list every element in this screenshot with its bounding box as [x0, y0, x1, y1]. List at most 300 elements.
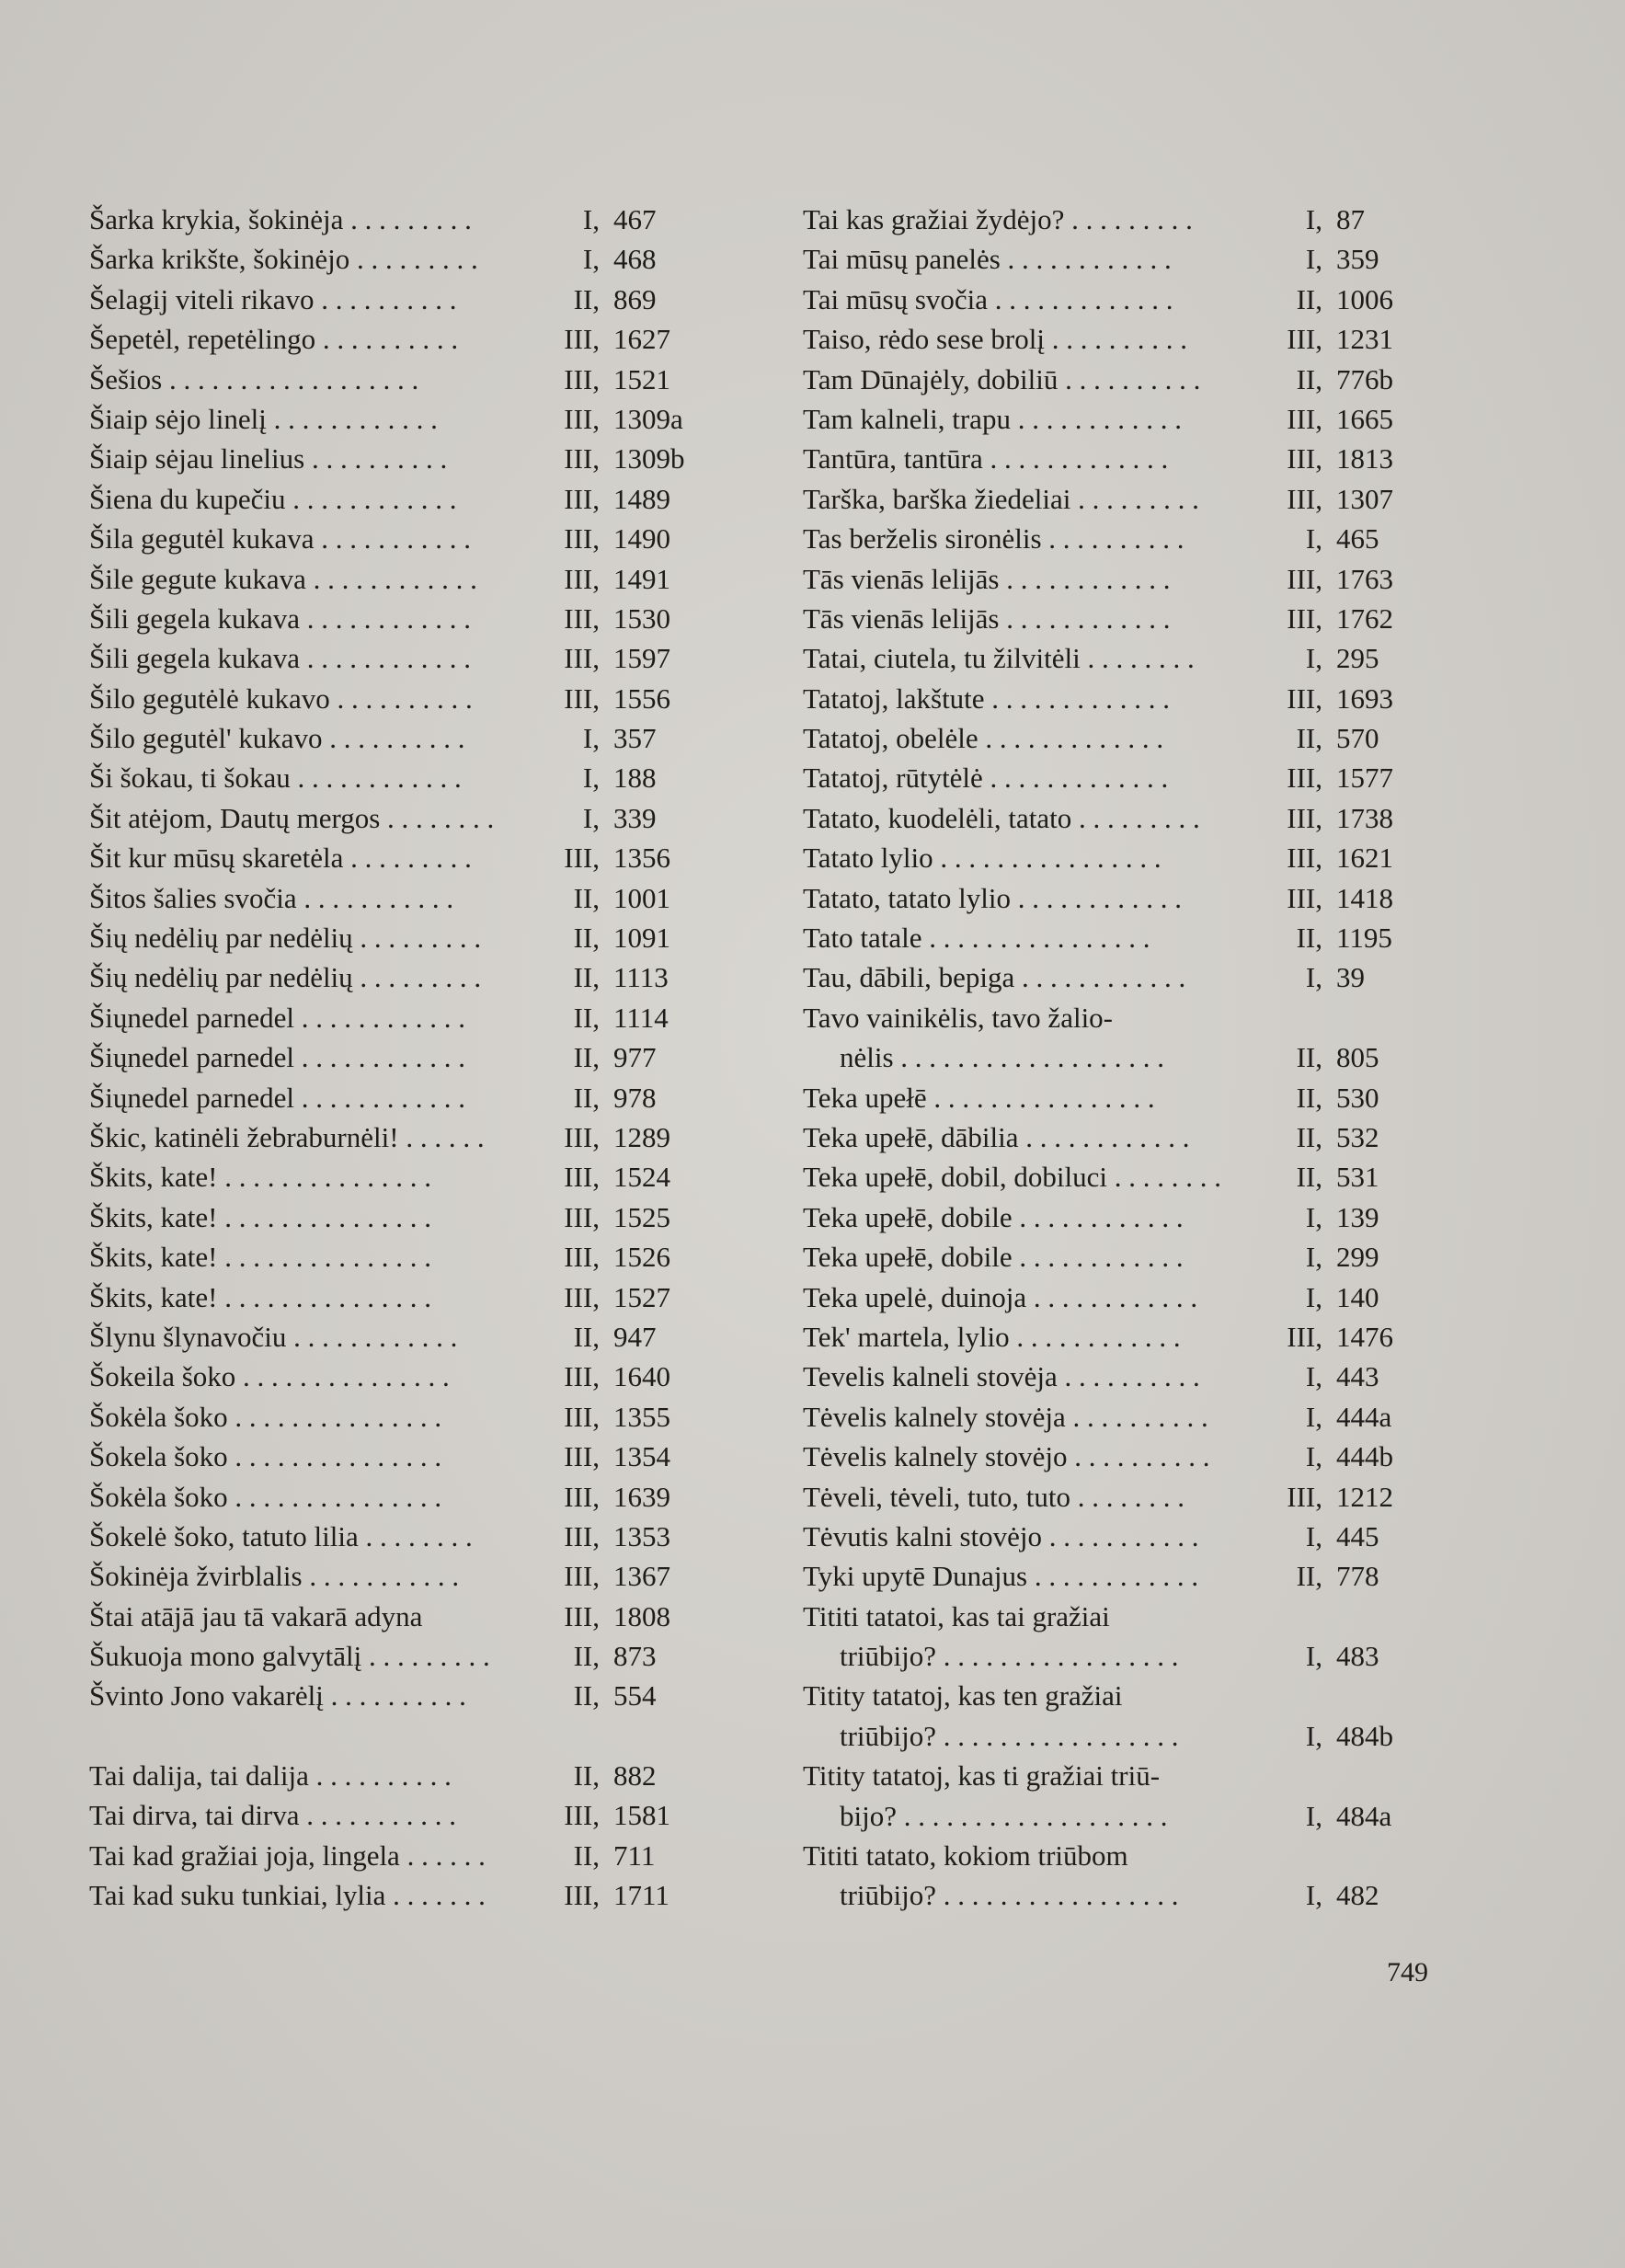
entry-number: 188	[613, 762, 657, 795]
entry-title: Švinto Jono vakarėlį . . . . . . . . . .	[89, 1679, 466, 1712]
entry-volume: III,	[1287, 801, 1322, 834]
entry-volume: III,	[564, 682, 600, 715]
entry-number: 1639	[613, 1480, 670, 1513]
entry-title: Tėvelis kalnely stovėjo . . . . . . . . . .	[803, 1440, 1210, 1473]
entry-title: Šiųnedel parnedel . . . . . . . . . . . .	[89, 1041, 465, 1074]
entry-volume: III,	[1287, 762, 1322, 795]
entry-title: Šilo gegutėl' kukavo . . . . . . . . . .	[89, 722, 465, 755]
entry-volume: II,	[573, 1640, 600, 1673]
index-entry	[803, 638, 1444, 678]
entry-number: 1231	[1336, 323, 1393, 356]
entry-number: 359	[1336, 243, 1379, 276]
entry-volume: III,	[1287, 881, 1322, 914]
entry-title: triūbijo? . . . . . . . . . . . . . . . . .	[840, 1640, 1179, 1673]
entry-number: 1490	[613, 522, 670, 556]
entry-number: 1556	[613, 682, 670, 715]
entry-number: 1491	[613, 562, 670, 595]
entry-volume: I,	[1305, 1241, 1322, 1274]
entry-volume: III,	[564, 442, 600, 475]
entry-title: Šarka krykia, šokinėja . . . . . . . . .	[89, 203, 472, 235]
entry-number: 869	[613, 282, 657, 315]
entry-volume: II,	[1296, 1120, 1322, 1153]
index-entry	[89, 1636, 719, 1676]
entry-volume: I,	[582, 801, 600, 834]
entry-title: Šešios . . . . . . . . . . . . . . . . . .	[89, 362, 419, 395]
entry-title: Štai atājā jau tā vakarā adyna	[89, 1599, 423, 1632]
entry-number: 1763	[1336, 562, 1393, 595]
entry-number: 445	[1336, 1519, 1379, 1552]
index-entry	[803, 1277, 1444, 1317]
entry-number: 1640	[613, 1360, 670, 1393]
entry-number: 805	[1336, 1041, 1379, 1074]
entry-title: Tās vienās lelijās . . . . . . . . . . . .	[803, 562, 1171, 595]
entry-number: 1597	[613, 642, 670, 675]
entry-volume: I,	[1305, 1400, 1322, 1433]
entry-volume: III,	[1287, 323, 1322, 356]
entry-title: Taiso, rėdo sese brolį . . . . . . . . . .	[803, 323, 1187, 356]
index-entry	[89, 1795, 719, 1835]
index-entry	[803, 239, 1444, 279]
entry-volume: II,	[573, 1041, 600, 1074]
entry-title: Šila gegutėl kukava . . . . . . . . . . .	[89, 522, 471, 556]
index-entry	[803, 1037, 1444, 1077]
entry-title: Teka upełē . . . . . . . . . . . . . . . .	[803, 1081, 1155, 1114]
index-entry	[803, 1317, 1444, 1357]
entry-number: 1353	[613, 1519, 670, 1552]
entry-title: Tyki upytē Dunajus . . . . . . . . . . . .	[803, 1560, 1199, 1593]
entry-title: Šile gegute kukava . . . . . . . . . . . .	[89, 562, 477, 595]
index-entry	[89, 559, 719, 599]
entry-title: Tevelis kalneli stovėja . . . . . . . . . .	[803, 1360, 1200, 1393]
index-entry	[803, 798, 1444, 838]
entry-number: 1309a	[613, 402, 683, 435]
entry-number: 1307	[1336, 482, 1393, 515]
entry-number: 1289	[613, 1120, 670, 1153]
entry-number: 467	[613, 203, 657, 235]
entry-number: 299	[1336, 1241, 1379, 1274]
entry-volume: III,	[564, 562, 600, 595]
entry-volume: I,	[582, 203, 600, 235]
entry-number: 1762	[1336, 601, 1393, 635]
entry-number: 1355	[613, 1400, 670, 1433]
index-entry	[803, 1597, 1444, 1636]
entry-title: Teka upełē, dobile . . . . . . . . . . . .	[803, 1241, 1184, 1274]
index-entry	[89, 1117, 719, 1157]
entry-title: Tek' martela, lylio . . . . . . . . . . . .	[803, 1320, 1181, 1353]
entry-number: 1356	[613, 842, 670, 875]
index-entry	[89, 957, 719, 997]
entry-volume: III,	[564, 1161, 600, 1194]
index-entry	[803, 479, 1444, 519]
index-entry	[803, 838, 1444, 877]
entry-title: Škits, kate! . . . . . . . . . . . . . . .	[89, 1280, 431, 1313]
entry-title: Šių nedėlių par nedėlių . . . . . . . . .	[89, 922, 482, 955]
index-entry	[89, 319, 719, 359]
entry-title: Tato tatale . . . . . . . . . . . . . . . .	[803, 922, 1150, 955]
entry-number: 1212	[1336, 1480, 1393, 1513]
entry-number: 444b	[1336, 1440, 1393, 1473]
entry-volume: I,	[582, 762, 600, 795]
index-entry	[803, 519, 1444, 558]
entry-volume: III,	[564, 323, 600, 356]
entry-title: Teka upełē, dobil, dobiluci . . . . . . . .	[803, 1161, 1221, 1194]
entry-number: 1577	[1336, 762, 1393, 795]
index-entry	[89, 1277, 719, 1317]
entry-volume: I,	[1305, 243, 1322, 276]
entry-volume: II,	[1296, 1081, 1322, 1114]
entry-title: Tarška, barška žiedeliai . . . . . . . . .	[803, 482, 1199, 515]
entry-volume: II,	[573, 1081, 600, 1114]
index-entry	[803, 1117, 1444, 1157]
entry-number: 1476	[1336, 1320, 1393, 1353]
entry-number: 530	[1336, 1081, 1379, 1114]
entry-number: 1091	[613, 922, 670, 955]
entry-volume: I,	[1305, 961, 1322, 994]
entry-number: 570	[1336, 722, 1379, 755]
entry-number: 531	[1336, 1161, 1379, 1194]
index-entry	[89, 239, 719, 279]
entry-volume: III,	[564, 1599, 600, 1632]
entry-number: 140	[1336, 1280, 1379, 1313]
index-entry	[89, 1157, 719, 1197]
index-entry	[89, 439, 719, 478]
index-entry	[803, 878, 1444, 918]
entry-volume: III,	[564, 1280, 600, 1313]
entry-title: Šit kur mūsų skaretėla . . . . . . . . .	[89, 842, 472, 875]
entry-number: 1581	[613, 1799, 670, 1832]
entry-title: Teka upelė, duinoja . . . . . . . . . . . .	[803, 1280, 1198, 1313]
entry-volume: III,	[564, 1480, 600, 1513]
entry-title: Teka upełē, dobile . . . . . . . . . . . .	[803, 1200, 1184, 1233]
entry-title: Škits, kate! . . . . . . . . . . . . . . .	[89, 1161, 431, 1194]
entry-number: 443	[1336, 1360, 1379, 1393]
entry-number: 1527	[613, 1280, 670, 1313]
entry-volume: I,	[1305, 1280, 1322, 1313]
entry-volume: II,	[1296, 1560, 1322, 1593]
entry-number: 139	[1336, 1200, 1379, 1233]
entry-number: 465	[1336, 522, 1379, 556]
index-entry	[89, 1756, 719, 1795]
entry-volume: III,	[564, 1200, 600, 1233]
entry-title: Tėveli, tėveli, tuto, tuto . . . . . . . .	[803, 1480, 1184, 1513]
index-entry	[803, 1517, 1444, 1556]
entry-number: 1813	[1336, 442, 1393, 475]
entry-number: 1693	[1336, 682, 1393, 715]
entry-volume: III,	[1287, 1320, 1322, 1353]
entry-volume: III,	[1287, 842, 1322, 875]
entry-number: 1001	[613, 881, 670, 914]
index-entry	[803, 399, 1444, 439]
entry-number: 1114	[613, 1001, 669, 1034]
entry-title: Šių nedėlių par nedėlių . . . . . . . . .	[89, 961, 482, 994]
entry-volume: II,	[1296, 1041, 1322, 1074]
entry-title: Tai dirva, tai dirva . . . . . . . . . . .	[89, 1799, 457, 1832]
entry-number: 882	[613, 1758, 657, 1792]
entry-title: Škits, kate! . . . . . . . . . . . . . . .	[89, 1241, 431, 1274]
entry-title: Šitos šalies svočia . . . . . . . . . . .	[89, 881, 454, 914]
entry-volume: I,	[1305, 1799, 1322, 1832]
entry-volume: III,	[564, 1560, 600, 1593]
entry-number: 1530	[613, 601, 670, 635]
entry-volume: III,	[564, 601, 600, 635]
entry-number: 482	[1336, 1879, 1379, 1912]
index-entry	[89, 360, 719, 399]
entry-title: Šepetėl, repetėlingo . . . . . . . . . .	[89, 323, 459, 356]
entry-number: 468	[613, 243, 657, 276]
entry-title: Tai kas gražiai žydėjo? . . . . . . . . .	[803, 203, 1193, 235]
entry-volume: II,	[573, 282, 600, 315]
entry-title: Tās vienās lelijās . . . . . . . . . . . .	[803, 601, 1171, 635]
entry-volume: I,	[1305, 1519, 1322, 1552]
entry-number: 1367	[613, 1560, 670, 1593]
index-entry	[803, 1237, 1444, 1277]
entry-volume: III,	[564, 522, 600, 556]
entry-title: Tatatoj, rūtytėlė . . . . . . . . . . . . .	[803, 762, 1169, 795]
entry-title: Šiena du kupečiu . . . . . . . . . . . .	[89, 482, 457, 515]
entry-title: Tai mūsų svočia . . . . . . . . . . . . .	[803, 282, 1173, 315]
entry-volume: II,	[1296, 282, 1322, 315]
index-entry	[803, 1397, 1444, 1437]
entry-number: 87	[1336, 203, 1365, 235]
entry-volume: II,	[573, 961, 600, 994]
entry-volume: I,	[1305, 522, 1322, 556]
entry-number: 711	[613, 1838, 656, 1872]
entry-title: Tėvelis kalnely stovėja . . . . . . . . . .	[803, 1400, 1208, 1433]
entry-volume: III,	[564, 1799, 600, 1832]
index-entry	[89, 798, 719, 838]
entry-title: Titity tatatoj, kas ti gražiai triū-	[803, 1759, 1161, 1793]
entry-title: Šlynu šlynavočiu . . . . . . . . . . . .	[89, 1320, 458, 1353]
entry-title: Šokela šoko . . . . . . . . . . . . . . .	[89, 1440, 442, 1473]
entry-number: 1521	[613, 362, 670, 395]
index-entry	[89, 1317, 719, 1357]
entry-volume: III,	[564, 482, 600, 515]
entry-volume: III,	[564, 842, 600, 875]
index-entry	[89, 1477, 719, 1517]
index-entry	[803, 1756, 1444, 1795]
entry-volume: III,	[1287, 562, 1322, 595]
entry-title: Tai kad suku tunkiai, lylia . . . . . . .	[89, 1879, 486, 1912]
entry-volume: I,	[1305, 203, 1322, 235]
entry-number: 1665	[1336, 402, 1393, 435]
entry-number: 1621	[1336, 842, 1393, 875]
entry-title: Šukuoja mono galvytālį . . . . . . . . .	[89, 1640, 490, 1673]
entry-number: 357	[613, 722, 657, 755]
index-entry	[803, 758, 1444, 797]
entry-number: 1489	[613, 482, 670, 515]
entry-volume: III,	[564, 642, 600, 675]
entry-title: triūbijo? . . . . . . . . . . . . . . . . .	[840, 1719, 1179, 1752]
index-entry	[89, 1357, 719, 1396]
entry-title: Šokinėja žvirblalis . . . . . . . . . . .	[89, 1560, 460, 1593]
index-entry	[89, 1197, 719, 1237]
entry-volume: I,	[582, 722, 600, 755]
entry-volume: III,	[1287, 601, 1322, 635]
index-entry	[89, 479, 719, 519]
entry-title: Škic, katinėli žebraburnėli! . . . . . .	[89, 1120, 485, 1153]
index-entry	[89, 1237, 719, 1277]
entry-volume: II,	[573, 922, 600, 955]
index-entry	[89, 679, 719, 718]
index-entry	[89, 918, 719, 957]
index-column-left	[89, 200, 719, 1915]
index-entry	[803, 1556, 1444, 1596]
entry-volume: III,	[564, 1120, 600, 1153]
entry-title: Tititi tatato, kokiom triūbom	[803, 1839, 1128, 1873]
index-entry	[89, 200, 719, 239]
index-entry	[803, 1716, 1444, 1756]
entry-volume: II,	[573, 1679, 600, 1712]
entry-volume: II,	[1296, 922, 1322, 955]
entry-title: Tatato, kuodelėli, tatato . . . . . . . . .	[803, 801, 1200, 834]
entry-title: Tėvutis kalni stovėjo . . . . . . . . . . .	[803, 1519, 1199, 1552]
entry-number: 554	[613, 1679, 657, 1712]
entry-volume: III,	[1287, 442, 1322, 475]
index-entry	[803, 559, 1444, 599]
index-entry	[89, 1556, 719, 1596]
entry-title: Ši šokau, ti šokau . . . . . . . . . . . .	[89, 762, 462, 795]
index-entry	[89, 519, 719, 558]
index-entry	[89, 399, 719, 439]
index-entry	[803, 1636, 1444, 1676]
entry-title: Tatato lylio . . . . . . . . . . . . . . . .	[803, 842, 1162, 875]
index-entry	[803, 1197, 1444, 1237]
entry-volume: III,	[564, 1241, 600, 1274]
index-entry	[89, 1597, 719, 1636]
index-entry	[89, 280, 719, 319]
entry-title: Tatato, tatato lylio . . . . . . . . . . . .	[803, 881, 1182, 914]
entry-volume: I,	[582, 243, 600, 276]
index-entry	[803, 1477, 1444, 1517]
entry-number: 532	[1336, 1120, 1379, 1153]
entry-title: Tas berželis sironėlis . . . . . . . . . .	[803, 522, 1184, 556]
entry-volume: III,	[564, 1879, 600, 1912]
entry-number: 1526	[613, 1241, 670, 1274]
index-entry	[89, 838, 719, 877]
entry-title: Tititi tatatoi, kas tai gražiai	[803, 1599, 1110, 1632]
index-entry	[803, 1875, 1444, 1915]
entry-volume: II,	[1296, 362, 1322, 395]
index-entry	[89, 758, 719, 797]
entry-title: Tai dalija, tai dalija . . . . . . . . . .	[89, 1758, 452, 1792]
entry-volume: III,	[564, 1360, 600, 1393]
index-entry	[803, 1437, 1444, 1476]
index-entry	[803, 718, 1444, 758]
entry-title: Tantūra, tantūra . . . . . . . . . . . . .	[803, 442, 1169, 475]
entry-number: 1738	[1336, 801, 1393, 834]
entry-volume: I,	[1305, 1200, 1322, 1233]
entry-title: Tam Dūnajėly, dobiliū . . . . . . . . . .	[803, 362, 1201, 395]
index-entry	[89, 638, 719, 678]
page-number: 749	[1387, 1957, 1428, 1987]
index-entry	[89, 1437, 719, 1476]
index-entry	[89, 878, 719, 918]
index-entry	[89, 1836, 719, 1875]
entry-number: 1006	[1336, 282, 1393, 315]
index-entry	[803, 998, 1444, 1037]
entry-number: 484a	[1336, 1799, 1392, 1832]
entry-number: 978	[613, 1081, 657, 1114]
entry-title: Šili gegela kukava . . . . . . . . . . . .	[89, 642, 471, 675]
entry-volume: III,	[1287, 1480, 1322, 1513]
index-entry	[803, 599, 1444, 638]
entry-volume: II,	[573, 1758, 600, 1792]
entry-number: 1711	[613, 1879, 669, 1912]
entry-number: 1808	[613, 1599, 670, 1632]
entry-volume: II,	[573, 881, 600, 914]
entry-title: Tai mūsų panelės . . . . . . . . . . . .	[803, 243, 1172, 276]
index-entry	[89, 1078, 719, 1117]
index-entry	[803, 280, 1444, 319]
index-entry	[803, 1357, 1444, 1396]
entry-title: triūbijo? . . . . . . . . . . . . . . . . .	[840, 1879, 1179, 1912]
entry-title: Tatatoj, obelėle . . . . . . . . . . . . .	[803, 722, 1164, 755]
entry-title: Teka upełē, dābilia . . . . . . . . . . . .	[803, 1120, 1190, 1153]
index-entry	[89, 599, 719, 638]
entry-volume: III,	[564, 1519, 600, 1552]
entry-title: Šarka krikšte, šokinėjo . . . . . . . . .	[89, 243, 478, 276]
index-entry	[803, 679, 1444, 718]
entry-number: 1195	[1336, 922, 1392, 955]
entry-volume: II,	[1296, 722, 1322, 755]
entry-title: Tam kalneli, trapu . . . . . . . . . . . .	[803, 402, 1182, 435]
entry-title: Šiųnedel parnedel . . . . . . . . . . . .	[89, 1001, 465, 1034]
index-entry	[803, 319, 1444, 359]
entry-number: 977	[613, 1041, 657, 1074]
entry-volume: II,	[573, 1838, 600, 1872]
entry-volume: II,	[1296, 1161, 1322, 1194]
entry-number: 444a	[1336, 1400, 1392, 1433]
index-entry	[803, 1796, 1444, 1836]
entry-title: Tau, dābili, bepiga . . . . . . . . . . . .	[803, 961, 1186, 994]
entry-title: Tatatoj, lakštute . . . . . . . . . . . . .	[803, 682, 1171, 715]
entry-number: 295	[1336, 642, 1379, 675]
index-column-right	[803, 200, 1444, 1916]
entry-volume: I,	[1305, 1719, 1322, 1752]
index-entry	[89, 718, 719, 758]
index-entry	[803, 1676, 1444, 1715]
index-entry	[89, 1037, 719, 1077]
entry-title: Škits, kate! . . . . . . . . . . . . . . .	[89, 1200, 431, 1233]
entry-title: Šilo gegutėlė kukavo . . . . . . . . . .	[89, 682, 473, 715]
index-entry	[89, 1397, 719, 1437]
entry-volume: I,	[1305, 642, 1322, 675]
entry-number: 1354	[613, 1440, 670, 1473]
entry-volume: I,	[1305, 1440, 1322, 1473]
entry-volume: III,	[564, 362, 600, 395]
entry-number: 39	[1336, 961, 1365, 994]
entry-number: 484b	[1336, 1719, 1393, 1752]
entry-volume: I,	[1305, 1879, 1322, 1912]
entry-title: Šokeila šoko . . . . . . . . . . . . . . .	[89, 1360, 450, 1393]
entry-volume: III,	[1287, 682, 1322, 715]
entry-title: Šili gegela kukava . . . . . . . . . . . .	[89, 601, 471, 635]
index-entry	[803, 1157, 1444, 1197]
entry-title: nėlis . . . . . . . . . . . . . . . . . . .	[840, 1041, 1165, 1074]
entry-number: 339	[613, 801, 657, 834]
entry-number: 1524	[613, 1161, 670, 1194]
index-entry	[803, 439, 1444, 478]
index-entry	[89, 998, 719, 1037]
entry-volume: III,	[564, 1440, 600, 1473]
entry-title: Šiaip sėjo linelį . . . . . . . . . . . .	[89, 402, 438, 435]
index-entry	[89, 1676, 719, 1715]
entry-volume: II,	[573, 1001, 600, 1034]
entry-number: 873	[613, 1640, 657, 1673]
entry-title: Tatai, ciutela, tu žilvitėli . . . . . . . .	[803, 642, 1195, 675]
entry-title: bijo? . . . . . . . . . . . . . . . . . . .	[840, 1799, 1168, 1832]
entry-volume: III,	[1287, 402, 1322, 435]
